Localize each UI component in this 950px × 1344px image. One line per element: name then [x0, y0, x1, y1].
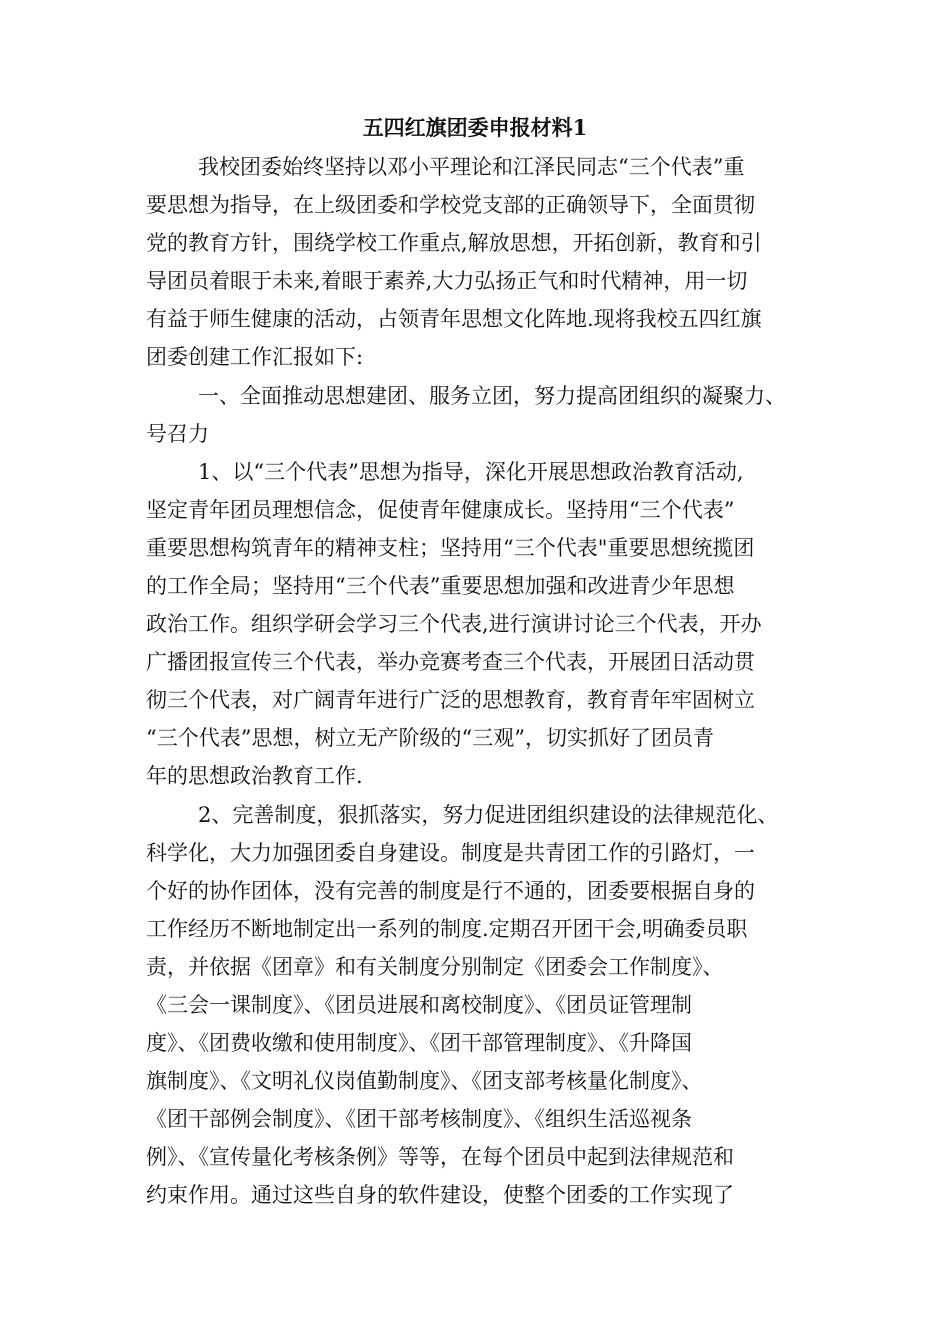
item-2-line-4: 工作经历不断地制定出一系列的制度.定期召开团干会,明确委员职 [146, 917, 748, 941]
item-1-line-2: 坚定青年团员理想信念，促使青年健康成长。坚持用“三个代表” [146, 498, 735, 522]
body-line-3: 党的教育方针，围绕学校工作重点,解放思想，开拓创新，教育和引 [146, 231, 762, 255]
item-1-line-5: 政治工作。组织学研会学习三个代表,进行演讲讨论三个代表，开办 [146, 612, 762, 636]
item-2-line-1: 2、完善制度，狠抓落实，努力促进团组织建设的法律规范化、 [198, 803, 779, 827]
body-line-5: 有益于师生健康的活动，占领青年思想文化阵地.现将我校五四红旗 [146, 307, 762, 331]
item-2-line-6: 《三会一课制度》、《团员进展和离校制度》、《团员证管理制 [146, 993, 692, 1017]
document-title: 五四红旗团委申报材料1 [362, 115, 588, 140]
body-line-6: 团委创建工作汇报如下: [146, 345, 364, 369]
body-line-1: 我校团委始终坚持以邓小平理论和江泽民同志“三个代表”重 [198, 155, 745, 179]
section-heading-1: 一、全面推动思想建团、服务立团，努力提高团组织的凝聚力、 [198, 384, 786, 408]
item-1-line-3: 重要思想构筑青年的精神支柱；坚持用“三个代表"重要思想统揽团 [146, 536, 755, 560]
section-heading-1-cont: 号召力 [146, 422, 209, 446]
item-1-line-6: 广播团报宣传三个代表，举办竞赛考查三个代表，开展团日活动贯 [146, 650, 755, 674]
item-2-line-11: 约束作用。通过这些自身的软件建设，使整个团委的工作实现了 [146, 1183, 734, 1207]
item-1-line-7: 彻三个代表，对广阔青年进行广泛的思想教育，教育青年牢固树立 [146, 688, 755, 712]
item-2-line-5: 责，并依据《团章》和有关制度分别制定《团委会工作制度》、 [146, 955, 724, 979]
item-2-line-3: 个好的协作团体，没有完善的制度是行不通的，团委要根据自身的 [146, 879, 755, 903]
item-2-line-10: 例》、《宣传量化考核条例》等等，在每个团员中起到法律规范和 [146, 1145, 734, 1169]
item-1-line-8: “三个代表”思想，树立无产阶级的“三观”，切实抓好了团员青 [146, 726, 714, 750]
item-1-line-4: 的工作全局；坚持用“三个代表”重要思想加强和改进青少年思想 [146, 574, 735, 598]
body-line-2: 要思想为指导，在上级团委和学校党支部的正确领导下，全面贯彻 [146, 193, 755, 217]
body-line-4: 导团员着眼于未来,着眼于素养,大力弘扬正气和时代精神，用一切 [146, 269, 748, 293]
item-2-line-7: 度》、《团费收缴和使用制度》、《团干部管理制度》、《升降国 [146, 1031, 692, 1055]
item-2-line-8: 旗制度》、《文明礼仪岗值勤制度》、《团支部考核量化制度》、 [146, 1069, 703, 1093]
item-1-line-9: 年的思想政治教育工作. [146, 764, 363, 788]
item-1-line-1: 1、以“三个代表”思想为指导，深化开展思想政治教育活动, [198, 460, 744, 484]
item-2-line-2: 科学化，大力加强团委自身建设。制度是共青团工作的引路灯，一 [146, 841, 755, 865]
item-2-line-9: 《团干部例会制度》、《团干部考核制度》、《组织生活巡视条 [146, 1107, 692, 1131]
